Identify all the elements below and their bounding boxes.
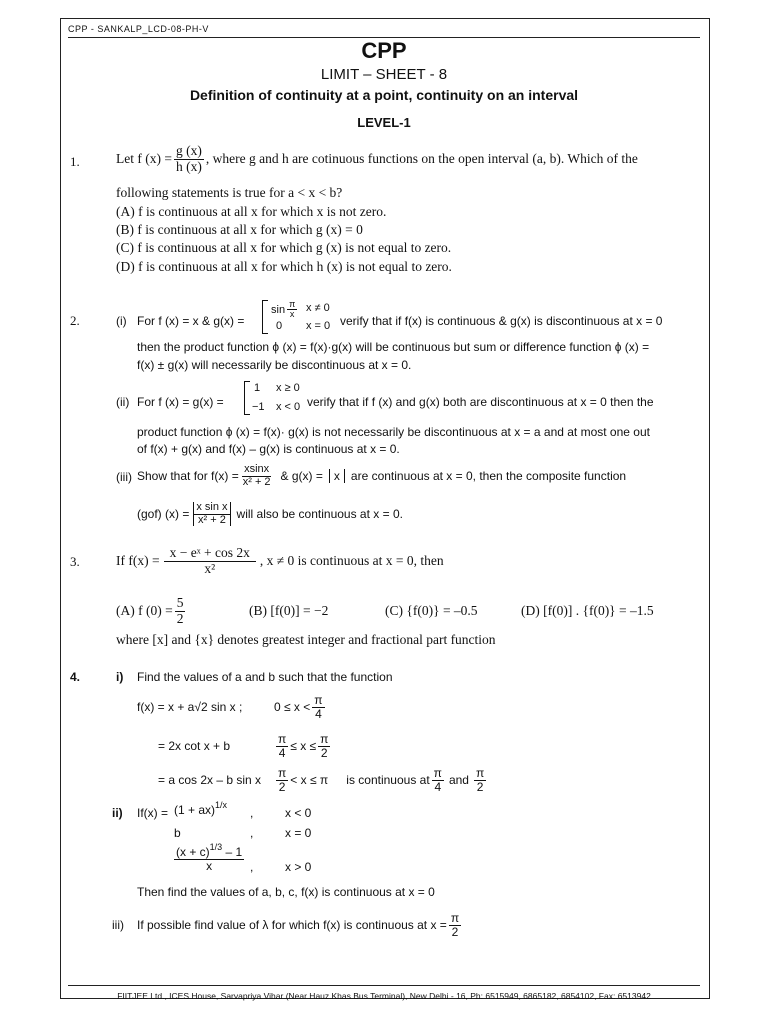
q2-ii-cond2: x < 0 bbox=[276, 401, 301, 413]
q2-ii-brace bbox=[244, 381, 250, 415]
q2-iii-num: xsinx bbox=[244, 462, 270, 475]
q1-line1 bbox=[116, 139, 638, 179]
level-heading: LEVEL-1 bbox=[357, 115, 411, 130]
q4-line1-frac bbox=[312, 694, 324, 720]
q4-line3 bbox=[158, 763, 488, 797]
q2-ii-case2: −1 bbox=[252, 401, 265, 413]
q4-ii-case2: b bbox=[174, 826, 181, 840]
q4-line3-pi3: π bbox=[475, 765, 485, 780]
q2-ii-text2: product function ϕ (x) = f(x)· g(x) is not necessarily be discontinuous at x = a and at most one out bbox=[137, 425, 650, 439]
q3-option-b: (B) [f(0)] = −2 bbox=[249, 603, 329, 618]
footer-rule bbox=[68, 985, 700, 986]
q4-ii-label: ii) bbox=[112, 806, 123, 820]
q4-line1-a: f(x) = x + a√2 sin x ; bbox=[137, 700, 243, 714]
q3-fraction bbox=[164, 546, 256, 575]
q2-iii-label: (iii) bbox=[116, 470, 132, 484]
q4-line3-two: 2 bbox=[278, 779, 286, 794]
q4-ii-comma3: , bbox=[250, 860, 254, 874]
q4-iii-two: 2 bbox=[451, 924, 459, 939]
q4-line3-four: 4 bbox=[434, 779, 442, 794]
q2-iii-gof-den: x² + 2 bbox=[198, 513, 226, 526]
q4-iii-label: iii) bbox=[112, 918, 124, 932]
q4-ii-case3 bbox=[172, 842, 246, 873]
page-title: CPP bbox=[361, 38, 407, 63]
q2-iii-frac bbox=[241, 464, 273, 488]
q4-ii-cond1: x < 0 bbox=[285, 806, 312, 820]
q4-iii-frac bbox=[449, 912, 461, 938]
q4-line3-frac3 bbox=[474, 767, 486, 793]
q4-iii-line bbox=[137, 907, 463, 943]
q2-ii-cond1: x ≥ 0 bbox=[276, 382, 300, 394]
q2-iii-text2: will also be continuous at x = 0. bbox=[236, 507, 403, 521]
q3-optA-den: 2 bbox=[176, 610, 184, 626]
q2-iii-line1 bbox=[137, 457, 626, 495]
q2-iii-line2 bbox=[137, 496, 403, 532]
q2-i-cond1: x ≠ 0 bbox=[306, 302, 330, 314]
q4-i-text: Find the values of a and b such that the function bbox=[137, 670, 393, 684]
q4-line3-two2: 2 bbox=[476, 779, 484, 794]
q4-ii-case3-tail: – 1 bbox=[225, 845, 243, 859]
q1-option-c: (C) f is continuous at all x for which g (x) is not equal to zero. bbox=[116, 240, 452, 255]
q4-line3-a: = a cos 2x – b sin x bbox=[158, 773, 262, 787]
q3-text: , x ≠ 0 is continuous at x = 0, then bbox=[259, 553, 444, 568]
q1-option-d: (D) f is continuous at all x for which h (x) is not equal to zero. bbox=[116, 259, 452, 274]
q1-option-b: (B) f is continuous at all x for which g (x) = 0 bbox=[116, 222, 363, 237]
q2-i-sin: sin bbox=[271, 303, 286, 316]
q2-ii-text1: verify that if f (x) and g(x) both are discontinuous at x = 0 then the bbox=[307, 395, 654, 409]
q4-line3-c: is continuous at bbox=[346, 773, 430, 787]
q2-iii-text1: are continuous at x = 0, then the composite function bbox=[350, 469, 627, 483]
q2-i-case1 bbox=[271, 300, 299, 320]
q3-optA-num: 5 bbox=[176, 595, 184, 611]
q2-iii-gof-frac bbox=[193, 502, 230, 526]
q4-line3-and: and bbox=[448, 773, 469, 787]
q2-iii-abs: x bbox=[329, 469, 345, 483]
q2-ii-label: (ii) bbox=[116, 395, 130, 409]
q4-line3-b: < x ≤ π bbox=[290, 773, 329, 787]
q2-iii-den: x² + 2 bbox=[242, 475, 271, 488]
q3-line1 bbox=[116, 541, 444, 581]
q2-ii-case1: 1 bbox=[254, 382, 261, 394]
q4-line3-pi2: π bbox=[433, 765, 442, 780]
q3-optA-frac bbox=[175, 596, 186, 625]
q4-line2-frac2 bbox=[318, 733, 330, 759]
q3-note: where [x] and {x} denotes greatest integer and fractional part function bbox=[116, 632, 496, 647]
footer-text: FIITJEE Ltd., ICES House, Sarvapriya Vihar (Near Hauz Khas Bus Terminal), New Delhi - 16, Ph: 6515949, 6865182, 6854102, Fax: 6513942 bbox=[117, 991, 651, 1001]
q4-line2-four: 4 bbox=[278, 745, 286, 760]
q4-i-label: i) bbox=[116, 670, 124, 684]
q4-ii-case3-num bbox=[174, 842, 244, 860]
q4-line2-b: ≤ x ≤ bbox=[290, 739, 317, 753]
q4-ii-text: Then find the values of a, b, c, f(x) is continuous at x = 0 bbox=[137, 885, 435, 899]
q4-line2-frac1 bbox=[276, 733, 288, 759]
q4-line2-pi2: π bbox=[320, 731, 329, 746]
q1-text1: , where g and h are cotinuous functions on the open interval (a, b). Which of the bbox=[205, 151, 638, 166]
q2-number: 2. bbox=[70, 313, 80, 328]
q1-option-a: (A) f is continuous at all x for which x is not zero. bbox=[116, 204, 387, 219]
q4-line2-a: = 2x cot x + b bbox=[158, 739, 231, 753]
q2-i-case2: 0 bbox=[276, 320, 283, 332]
q4-line1-four: 4 bbox=[315, 706, 322, 721]
q4-ii-case3-den: x bbox=[206, 858, 213, 873]
q4-line2 bbox=[158, 729, 332, 763]
q2-iii-gof-num: x sin x bbox=[196, 500, 228, 513]
q4-line1 bbox=[137, 690, 327, 724]
q4-iii-pi: π bbox=[450, 910, 460, 925]
q2-i-label: (i) bbox=[116, 314, 127, 328]
q2-i-x: x bbox=[289, 309, 295, 320]
q4-ii-case3-frac bbox=[174, 842, 244, 873]
q1-fraction bbox=[174, 144, 204, 173]
q1-frac-num: g (x) bbox=[175, 143, 202, 159]
q3-option-c: (C) {f(0)} = –0.5 bbox=[385, 603, 478, 618]
q4-line3-frac2 bbox=[432, 767, 444, 793]
q4-line3-pi1: π bbox=[278, 765, 287, 780]
q4-ii-case1-exp: 1/x bbox=[215, 800, 228, 810]
q4-line2-pi1: π bbox=[278, 731, 287, 746]
q3-number: 3. bbox=[70, 554, 80, 569]
q4-ii-comma2: , bbox=[250, 826, 254, 840]
header-code: CPP - SANKALP_LCD-08-PH-V bbox=[68, 24, 209, 34]
q2-i-pi-frac bbox=[287, 300, 297, 320]
q4-line2-two: 2 bbox=[320, 745, 328, 760]
q3-frac-num: x − eˣ + cos 2x bbox=[164, 546, 256, 561]
q4-iii-text: If possible find value of λ for which f(x) is continuous at x = bbox=[137, 918, 447, 932]
q4-ii-comma1: , bbox=[250, 806, 254, 820]
q4-ii-cond2: x = 0 bbox=[285, 826, 312, 840]
subtitle: Definition of continuity at a point, continuity on an interval bbox=[189, 87, 579, 103]
q4-ii-case3-base: (x + c) bbox=[176, 845, 210, 859]
q4-line3-frac1 bbox=[276, 767, 288, 793]
q4-number: 4. bbox=[70, 670, 81, 684]
q2-i-text3: f(x) ± g(x) will necessarily be discontinuous at x = 0. bbox=[137, 358, 412, 372]
q2-i-brace bbox=[262, 300, 268, 334]
q2-iii-lead: Show that for f(x) = bbox=[137, 469, 239, 483]
q3-option-a bbox=[116, 593, 187, 629]
q2-i-pi: π bbox=[289, 299, 296, 309]
q2-i-text1: verify that if f(x) is continuous & g(x) is discontinuous at x = 0 bbox=[340, 314, 663, 328]
q2-i-lead: For f (x) = x & g(x) = bbox=[137, 314, 245, 328]
q2-iii-gof: (gof) (x) = bbox=[137, 507, 190, 521]
q4-line1-pi: π bbox=[314, 692, 323, 707]
q4-ii-lead: If(x) = bbox=[137, 806, 169, 820]
sheet-title: LIMIT – SHEET - 8 bbox=[320, 66, 448, 83]
q1-line2: following statements is true for a < x < b? bbox=[116, 185, 343, 200]
q3-optA-lead: (A) f (0) = bbox=[116, 603, 173, 618]
q2-i-cond2: x = 0 bbox=[306, 320, 331, 332]
q2-i-text2: then the product function ϕ (x) = f(x)·g(x) will be continuous but sum or difference function ϕ (x) = bbox=[137, 340, 650, 354]
q3-lead: If f(x) = bbox=[116, 553, 160, 568]
q2-iii-mid: & g(x) = bbox=[280, 469, 323, 483]
q2-ii-lead: For f (x) = g(x) = bbox=[137, 395, 224, 409]
q1-lead: Let f (x) = bbox=[116, 151, 172, 166]
q4-line1-b: 0 ≤ x < bbox=[274, 700, 311, 714]
q1-number: 1. bbox=[70, 154, 80, 169]
q2-ii-text3: of f(x) + g(x) and f(x) – g(x) is continuous at x = 0. bbox=[137, 442, 400, 456]
q4-ii-case1-base: (1 + ax) bbox=[174, 803, 216, 817]
q3-option-d: (D) [f(0)] . {f(0)} = –1.5 bbox=[521, 603, 654, 618]
q4-ii-case3-exp: 1/3 bbox=[209, 842, 223, 852]
q3-frac-den: x² bbox=[204, 560, 216, 576]
q4-ii-cond3: x > 0 bbox=[285, 860, 312, 874]
q4-ii-case1 bbox=[174, 800, 228, 817]
q1-frac-den: h (x) bbox=[175, 158, 202, 174]
